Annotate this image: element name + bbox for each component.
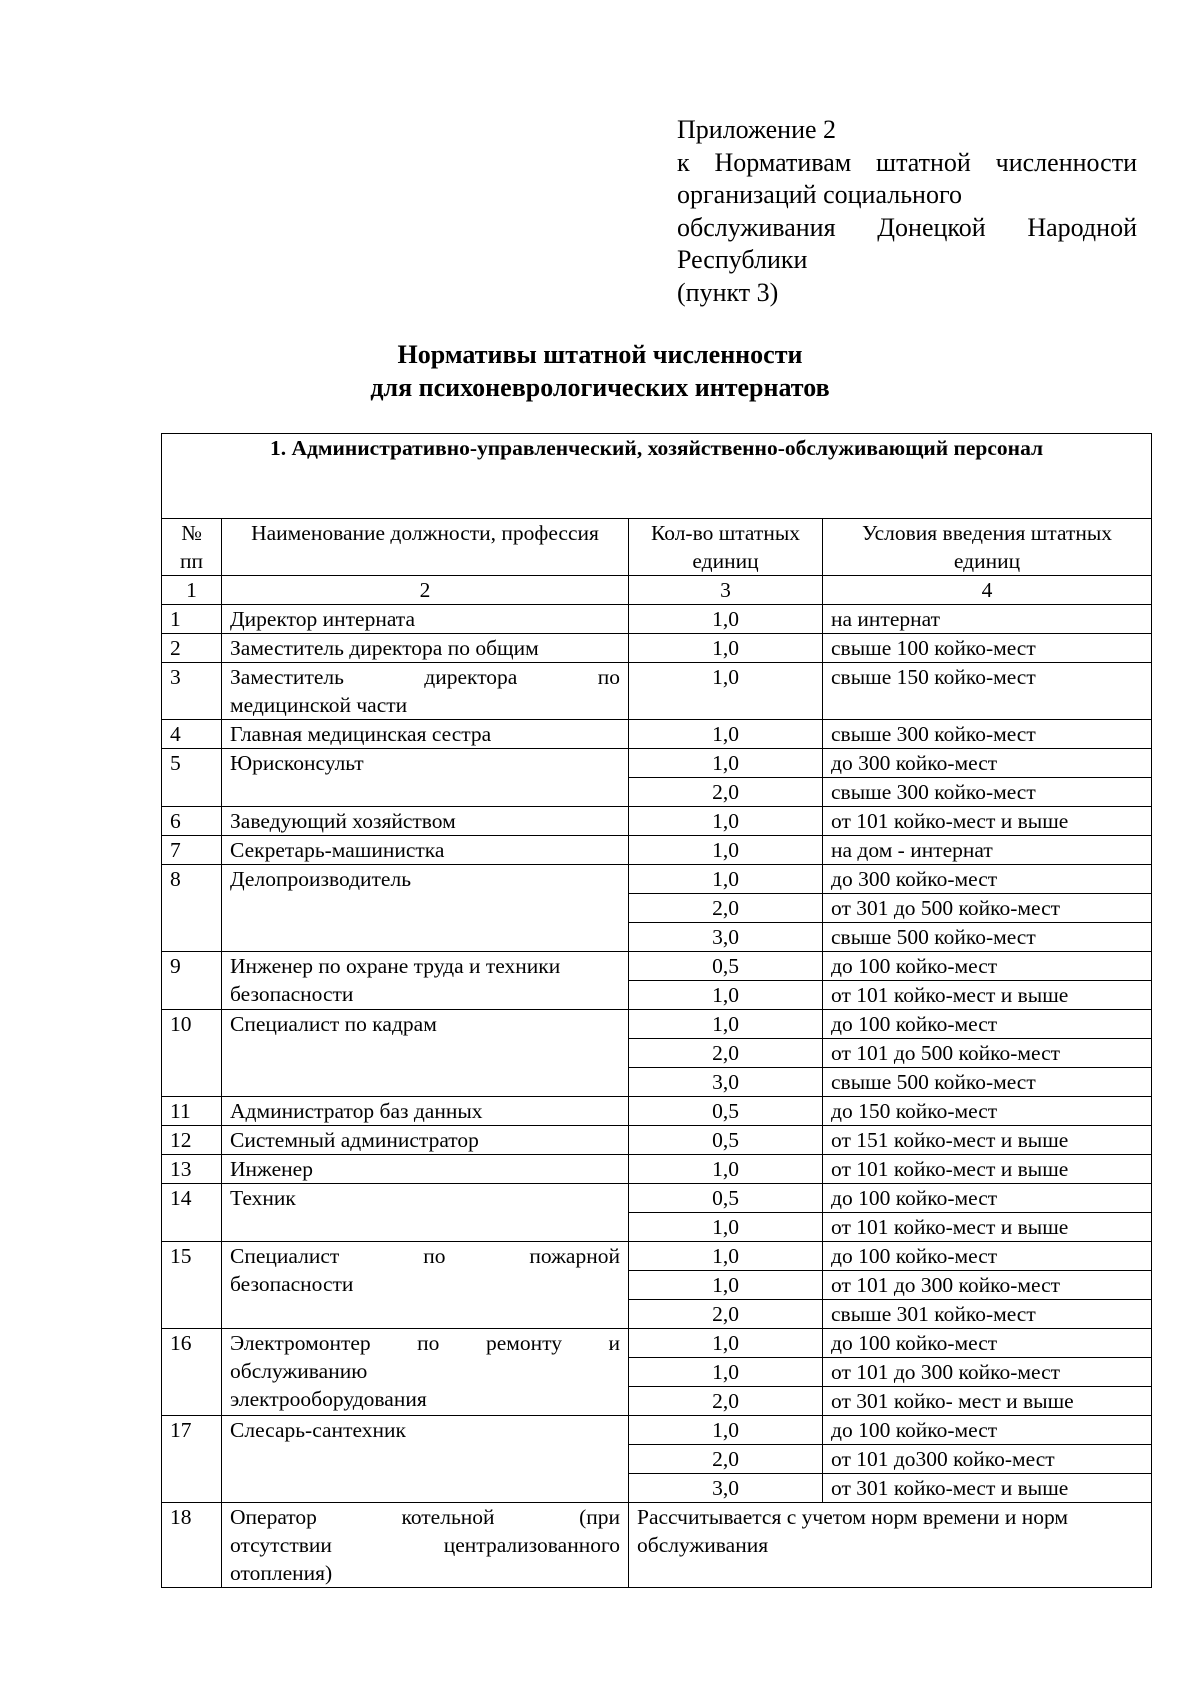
position-name-line: Заместитель директора по общим — [230, 636, 539, 660]
table-row — [162, 749, 1152, 778]
position-name-line: Директор интерната — [230, 607, 416, 631]
appendix-line: Республики — [677, 245, 808, 274]
header-qty: Кол-во штатных единиц — [629, 519, 823, 576]
appendix-line: (пункт 3) — [677, 277, 779, 307]
staff-units: 2,0 — [629, 1300, 823, 1329]
row-number: 12 — [162, 1126, 222, 1155]
position-name-line: Заместитель директора по — [230, 665, 620, 689]
position-name-line: Делопроизводитель — [230, 867, 412, 891]
table-row — [162, 865, 1152, 894]
row-number: 15 — [162, 1242, 222, 1329]
staff-units: 3,0 — [629, 1474, 823, 1503]
staff-units: 0,5 — [629, 952, 823, 981]
calculation-note: Рассчитывается с учетом норм времени и норм обслуживания — [629, 1503, 1152, 1588]
table-row — [162, 952, 1152, 981]
position-name-line: Специалист по кадрам — [230, 1012, 437, 1036]
staff-units: 2,0 — [629, 1039, 823, 1068]
condition: от 101 койко-мест и выше — [823, 1213, 1152, 1242]
document-title — [0, 338, 1200, 404]
row-number: 8 — [162, 865, 222, 952]
row-number: 7 — [162, 836, 222, 865]
appendix-line: к Нормативам штатной численности — [677, 147, 1137, 177]
row-number: 9 — [162, 952, 222, 1010]
staff-units: 0,5 — [629, 1184, 823, 1213]
position-name-line: Слесарь-сантехник — [230, 1418, 406, 1442]
condition: свыше 100 койко-мест — [823, 634, 1152, 663]
position-name — [222, 1242, 629, 1329]
position-name-line: обслуживанию — [230, 1359, 368, 1383]
position-name-line: Специалист по пожарной — [230, 1244, 620, 1268]
staff-units: 3,0 — [629, 923, 823, 952]
staff-units: 1,0 — [629, 720, 823, 749]
position-name — [222, 663, 629, 720]
staff-units: 1,0 — [629, 605, 823, 634]
position-name — [222, 1126, 629, 1155]
index-cell: 1 — [162, 576, 222, 605]
appendix-line: обслуживания Донецкой Народной — [677, 212, 1137, 242]
header-cond: Условия введения штатных единиц — [823, 519, 1152, 576]
position-name — [222, 1184, 629, 1242]
position-name — [222, 634, 629, 663]
table-row — [162, 836, 1152, 865]
row-number: 10 — [162, 1010, 222, 1097]
condition: до 100 койко-мест — [823, 952, 1152, 981]
index-cell: 4 — [823, 576, 1152, 605]
section-header-row — [162, 434, 1152, 519]
staff-units: 3,0 — [629, 1068, 823, 1097]
index-cell: 2 — [222, 576, 629, 605]
row-number: 14 — [162, 1184, 222, 1242]
position-name-line: Инженер по охране труда и техники — [230, 954, 561, 978]
position-name-line: безопасности — [230, 1272, 354, 1296]
staff-units: 1,0 — [629, 981, 823, 1010]
table-row — [162, 1416, 1152, 1445]
staff-units: 2,0 — [629, 894, 823, 923]
staff-units: 0,5 — [629, 1097, 823, 1126]
table-row — [162, 1097, 1152, 1126]
column-header-row — [162, 519, 1152, 576]
table-row — [162, 720, 1152, 749]
header-name: Наименование должности, профессия — [222, 519, 629, 576]
staff-units: 1,0 — [629, 1358, 823, 1387]
staff-units: 1,0 — [629, 1329, 823, 1358]
condition: до 100 койко-мест — [823, 1184, 1152, 1213]
position-name — [222, 1416, 629, 1503]
position-name — [222, 749, 629, 807]
table-row — [162, 1155, 1152, 1184]
position-name-line: отопления) — [230, 1561, 333, 1585]
section-title: 1. Административно-управленческий, хозяйственно-обслуживающий персонал — [162, 434, 1152, 519]
position-name — [222, 605, 629, 634]
condition: свыше 500 койко-мест — [823, 923, 1152, 952]
staff-units: 1,0 — [629, 663, 823, 720]
table-row — [162, 1242, 1152, 1271]
position-name — [222, 1010, 629, 1097]
condition: до 100 койко-мест — [823, 1242, 1152, 1271]
position-name — [222, 807, 629, 836]
column-index-row — [162, 576, 1152, 605]
condition: на интернат — [823, 605, 1152, 634]
appendix-line: Приложение 2 — [677, 115, 837, 144]
condition: на дом - интернат — [823, 836, 1152, 865]
position-name-line: Оператор котельной (при — [230, 1505, 620, 1529]
condition: от 101 до 300 койко-мест — [823, 1358, 1152, 1387]
index-cell: 3 — [629, 576, 823, 605]
table-row — [162, 634, 1152, 663]
position-name-line: Системный администратор — [230, 1128, 479, 1152]
condition: от 101 койко-мест и выше — [823, 807, 1152, 836]
row-number: 16 — [162, 1329, 222, 1416]
staff-units: 1,0 — [629, 1010, 823, 1039]
position-name — [222, 1155, 629, 1184]
staff-units: 1,0 — [629, 865, 823, 894]
appendix-reference — [677, 114, 1137, 309]
position-name — [222, 1329, 629, 1416]
condition: свыше 500 койко-мест — [823, 1068, 1152, 1097]
staff-units: 1,0 — [629, 1416, 823, 1445]
staff-units: 0,5 — [629, 1126, 823, 1155]
condition: свыше 300 койко-мест — [823, 720, 1152, 749]
table-row — [162, 807, 1152, 836]
position-name-line: электрооборудования — [230, 1387, 427, 1411]
staff-units: 1,0 — [629, 1213, 823, 1242]
position-name-line: Электромонтер по ремонту и — [230, 1331, 620, 1355]
position-name-line: отсутствии централизованного — [230, 1533, 620, 1557]
position-name-line: Техник — [230, 1186, 296, 1210]
condition: от 301 до 500 койко-мест — [823, 894, 1152, 923]
condition: от 101 койко-мест и выше — [823, 981, 1152, 1010]
staff-units: 1,0 — [629, 836, 823, 865]
title-line-2: для психоневрологических интернатов — [370, 373, 830, 402]
condition: до 150 койко-мест — [823, 1097, 1152, 1126]
row-number: 3 — [162, 663, 222, 720]
staff-units: 1,0 — [629, 807, 823, 836]
row-number: 6 — [162, 807, 222, 836]
row-number: 2 — [162, 634, 222, 663]
row-number: 11 — [162, 1097, 222, 1126]
staff-units: 1,0 — [629, 1155, 823, 1184]
row-number: 13 — [162, 1155, 222, 1184]
staff-units: 1,0 — [629, 1271, 823, 1300]
position-name — [222, 865, 629, 952]
position-name-line: Юрисконсульт — [230, 751, 364, 775]
condition: от 101 до300 койко-мест — [823, 1445, 1152, 1474]
table-row — [162, 663, 1152, 720]
condition: до 100 койко-мест — [823, 1010, 1152, 1039]
position-name-line: Секретарь-машинистка — [230, 838, 445, 862]
table-row — [162, 1503, 1152, 1588]
staff-units: 1,0 — [629, 1242, 823, 1271]
position-name-line: медицинской части — [230, 693, 408, 717]
position-name — [222, 952, 629, 1010]
table-row — [162, 1010, 1152, 1039]
condition: до 300 койко-мест — [823, 865, 1152, 894]
staff-units: 1,0 — [629, 634, 823, 663]
condition: свыше 300 койко-мест — [823, 778, 1152, 807]
table-row — [162, 605, 1152, 634]
position-name-line: безопасности — [230, 982, 354, 1006]
table-row — [162, 1126, 1152, 1155]
staff-units: 2,0 — [629, 1445, 823, 1474]
condition: до 300 койко-мест — [823, 749, 1152, 778]
table-row — [162, 1329, 1152, 1358]
condition: от 101 койко-мест и выше — [823, 1155, 1152, 1184]
position-name — [222, 1097, 629, 1126]
position-name-line: Заведующий хозяйством — [230, 809, 456, 833]
position-name — [222, 720, 629, 749]
row-number: 5 — [162, 749, 222, 807]
condition: до 100 койко-мест — [823, 1329, 1152, 1358]
staff-units: 1,0 — [629, 749, 823, 778]
condition: от 101 до 500 койко-мест — [823, 1039, 1152, 1068]
table-row — [162, 1184, 1152, 1213]
condition: до 100 койко-мест — [823, 1416, 1152, 1445]
position-name — [222, 1503, 629, 1588]
row-number: 18 — [162, 1503, 222, 1588]
position-name-line: Инженер — [230, 1157, 313, 1181]
condition: свыше 301 койко-мест — [823, 1300, 1152, 1329]
condition: от 151 койко-мест и выше — [823, 1126, 1152, 1155]
row-number: 4 — [162, 720, 222, 749]
condition: от 301 койко- мест и выше — [823, 1387, 1152, 1416]
header-no: № пп — [162, 519, 222, 576]
position-name — [222, 836, 629, 865]
condition: от 301 койко-мест и выше — [823, 1474, 1152, 1503]
staffing-table — [161, 433, 1152, 1588]
condition: от 101 до 300 койко-мест — [823, 1271, 1152, 1300]
staff-units: 2,0 — [629, 1387, 823, 1416]
title-line-1: Нормативы штатной численности — [397, 340, 803, 369]
row-number: 17 — [162, 1416, 222, 1503]
appendix-line: организаций социального — [677, 180, 962, 209]
position-name-line: Администратор баз данных — [230, 1099, 483, 1123]
position-name-line: Главная медицинская сестра — [230, 722, 492, 746]
staff-units: 2,0 — [629, 778, 823, 807]
row-number: 1 — [162, 605, 222, 634]
condition: свыше 150 койко-мест — [823, 663, 1152, 720]
